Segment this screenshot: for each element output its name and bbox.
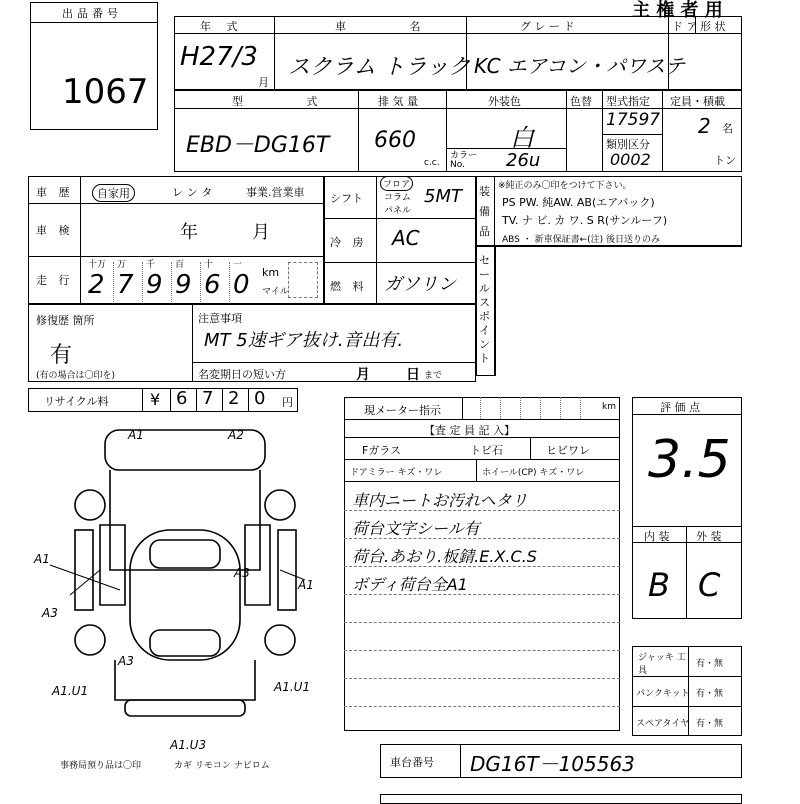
equipment-line1: PS PW. 純AW. AB(エアバック) <box>502 196 655 209</box>
damage-mark: A2 <box>228 428 244 442</box>
mileage-digit-label: 万 <box>117 260 127 270</box>
chassis-value: DG16T－105563 <box>470 752 635 776</box>
shape-label: 形 状 <box>700 20 726 33</box>
recycle-unit: 円 <box>282 396 293 409</box>
displacement-unit: c.c. <box>424 158 440 168</box>
model-value: EBD－DG16T <box>186 133 330 158</box>
chassis-label: 車台番号 <box>390 756 434 769</box>
year-value: H27/3 <box>180 42 258 72</box>
office-items: カギ リモコン ナビロム <box>174 761 270 771</box>
name-change-month: 月 <box>356 367 370 383</box>
grade-value: KC エアコン・パワステ <box>474 54 685 78</box>
door-label: ド ア <box>672 20 698 33</box>
score-value: 3.5 <box>648 430 731 490</box>
exterior-color-label: 外装色 <box>488 95 521 108</box>
mileage-digit-label: 千 <box>146 260 156 270</box>
equipment-note: ※純正のみ〇印をつけて下さい。 <box>498 181 632 191</box>
jack-label: ジャッキ 工 具 <box>638 653 686 676</box>
damage-mark: A3 <box>234 566 250 580</box>
damage-mark: A1.U3 <box>170 738 207 752</box>
type-designation-label: 型式指定 <box>606 95 650 108</box>
mileage-mile: マイル <box>262 287 289 297</box>
recycle-label: リサイクル料 <box>44 395 109 408</box>
equipment-line3: ABS ・ 新車保証書←(注) 後日送りのみ <box>502 235 661 245</box>
model-label: 型 式 <box>232 95 348 108</box>
class-value: 0002 <box>610 150 651 169</box>
glass-label: Fガラス <box>362 444 401 457</box>
recycle-digit: 2 <box>228 388 240 409</box>
make-label: 車 名 <box>335 20 451 33</box>
notes-value: MT 5速ギア抜け.音出有. <box>204 330 404 351</box>
capacity-label: 定員・積載 <box>670 95 725 108</box>
mileage-digit: 2 <box>88 270 105 300</box>
meter-label: 現メーター指示 <box>364 404 441 417</box>
inspector-line4: ボディ荷台全A1 <box>352 575 468 594</box>
damage-mark: A3 <box>42 606 58 620</box>
grade-label: グ レ ー ド <box>520 20 575 33</box>
damage-mark: A1 <box>128 428 144 442</box>
mirror-label: ドアミラー キズ・ワレ <box>350 468 443 478</box>
damage-mark: A1 <box>298 578 314 592</box>
recycle-yen: ¥ <box>150 390 161 409</box>
equipment-label: 装備品 <box>479 185 490 238</box>
damage-mark: A1 <box>34 552 50 566</box>
fuel-value: ガソリン <box>384 274 456 295</box>
name-change-until: まで <box>424 371 443 381</box>
interior-label: 内 装 <box>644 530 670 543</box>
exterior-score: C <box>698 566 721 604</box>
spare-value: 有・無 <box>696 719 724 729</box>
mileage-label: 走 行 <box>36 274 74 287</box>
mileage-digit-label: 十万 <box>88 260 107 270</box>
wheel-label: ホイール(CP) キズ・ワレ <box>482 468 585 478</box>
office-note: 事務局預り品は〇印 <box>60 761 142 771</box>
shift-value: 5MT <box>424 186 462 207</box>
glass-cracks: ヒビワレ <box>546 444 590 457</box>
shift-floor: フロア <box>380 176 413 191</box>
mileage-digit-label: 一 <box>233 260 243 270</box>
displacement-value: 660 <box>374 128 416 153</box>
history-business: 事業.営業車 <box>246 186 305 199</box>
mileage-digit: 0 <box>233 270 250 300</box>
shift-label: シフト <box>330 192 363 205</box>
interior-score: B <box>648 566 670 604</box>
inspector-line1: 車内ニートお汚れヘタリ <box>352 491 528 510</box>
glass-chips: トビ石 <box>470 444 503 457</box>
inspection-month-unit: 月 <box>252 222 270 243</box>
mileage-km: km <box>262 266 280 279</box>
lot-number-label: 出品番号 <box>62 7 122 20</box>
repair-note: (有の場合は〇印を) <box>36 371 116 381</box>
exterior-label: 外 装 <box>696 530 722 543</box>
mileage-digit: 7 <box>117 270 134 300</box>
inspection-year-unit: 年 <box>180 222 198 243</box>
make-value: スクラム トラック <box>288 55 471 80</box>
history-rental: レンタ <box>172 186 217 199</box>
puncture-value: 有・無 <box>696 689 724 699</box>
color-number-value: 26u <box>506 150 541 171</box>
mileage-digit-label: 百 <box>175 260 185 270</box>
class-label: 類別区分 <box>606 138 650 151</box>
shift-panel: パネル <box>384 206 412 216</box>
repair-label: 修復歴 箇所 <box>36 314 95 327</box>
damage-mark: A1.U1 <box>52 684 89 698</box>
sales-point-label: セールスポイント <box>479 254 490 365</box>
lot-number: 1067 <box>62 72 149 112</box>
recycle-digit: 7 <box>202 388 214 409</box>
owner-use-label: 主 権 者 用 <box>632 0 723 21</box>
load-unit: トン <box>714 154 736 167</box>
type-designation-value: 17597 <box>606 110 661 130</box>
score-label: 評 価 点 <box>660 401 700 414</box>
ac-value: AC <box>392 226 420 250</box>
color-number-label: カラー No. <box>450 151 478 170</box>
exterior-color-value: 白 <box>510 124 534 152</box>
damage-mark: A1.U1 <box>274 680 311 694</box>
inspector-line3: 荷台.あおり.板錆.E.X.C.S <box>352 547 537 566</box>
ac-label: 冷 房 <box>330 236 368 249</box>
mileage-digit: 6 <box>204 270 221 300</box>
history-private: 自家用 <box>92 184 135 202</box>
inspection-label: 車 検 <box>36 224 74 237</box>
inspector-entry-label: 【査 定 員 記 入】 <box>424 424 515 437</box>
recycle-digit: 6 <box>176 388 188 409</box>
spare-label: スペアタイヤ <box>636 719 690 729</box>
year-label: 年 式 <box>200 20 244 33</box>
mileage-digit-label: 十 <box>204 260 214 270</box>
color-change-label: 色替 <box>570 95 592 108</box>
history-label: 車 歴 <box>36 186 74 199</box>
mileage-digit: 9 <box>175 270 192 300</box>
inspector-line2: 荷台文字シール有 <box>352 519 480 538</box>
displacement-label: 排 気 量 <box>378 95 418 108</box>
fuel-label: 燃 料 <box>330 280 368 293</box>
shift-column: コラム <box>384 193 411 203</box>
damage-mark: A3 <box>118 654 134 668</box>
notes-label: 注意事項 <box>198 312 242 325</box>
mileage-digit: 9 <box>146 270 163 300</box>
jack-value: 有・無 <box>696 659 724 669</box>
name-change-day: 日 <box>406 367 420 383</box>
meter-km: km <box>602 402 616 412</box>
puncture-label: パンクキット <box>636 689 690 699</box>
name-change-label: 名変期日の短い方 <box>198 368 286 381</box>
recycle-digit: 0 <box>254 388 266 409</box>
capacity-unit: 名 <box>722 122 733 135</box>
repair-value: 有 <box>50 343 73 368</box>
capacity-value: 2 <box>698 114 711 138</box>
equipment-line2: TV. ナ ビ. カ ワ. S R(サンルーフ) <box>502 214 668 227</box>
year-month-unit: 月 <box>258 76 269 89</box>
